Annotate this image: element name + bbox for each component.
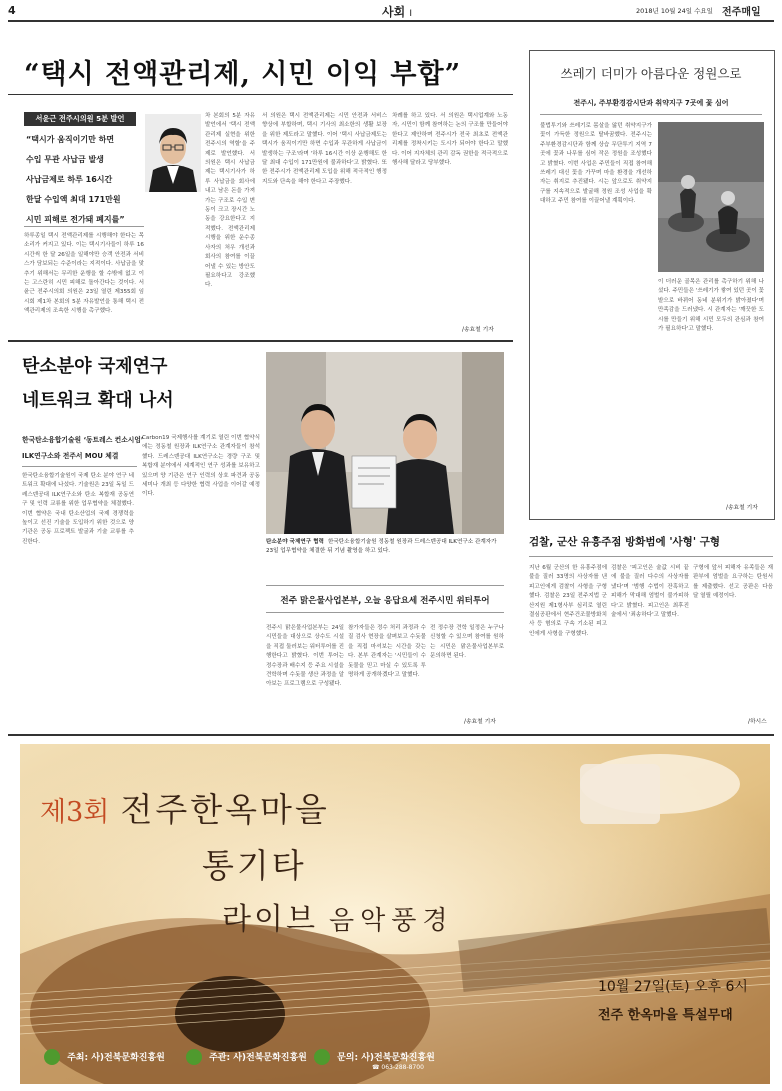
- article2-col1: 한국탄소융합기술원이 국제 탄소 분야 연구 네트워크 확대에 나섰다. 기술원은 23일 독일 드레스덴공대 ILK연구소와 탄소 복합재 공동연구 및 인력 교류를 위한 업무협약을 체결했다. 이번 협약은 국내 탄소산업의 국제 경쟁력을 높이고 선진 기술을 도입하기 위한 것으로 양 기관은 공동 프로젝트 발굴과 기술 교류를 추진한다.: [22, 473, 134, 545]
- article4-subhead: 전주시, 주부환경감시단과 취약지구 7곳에 꽃 심어: [573, 99, 729, 107]
- masthead-rule: [8, 20, 774, 22]
- ad-title-line3-b: 음악풍경: [329, 906, 454, 936]
- issue-date: 2018년 10월 24일 수요일: [636, 7, 713, 15]
- article5-col3: 구형에 앞서 피해자 유족들은 재판부에 엄벌을 요구하는 탄원서를 제출했다. 선고 공판은 다음 달 열릴 예정이다.: [693, 565, 773, 600]
- ad-sponsor-1: 주최: 사)전북문화진흥원: [44, 1046, 165, 1065]
- article2-subhead2: ILK연구소와 전주서 MOU 체결: [22, 452, 119, 460]
- article2-headline-line1: 탄소분야 국제연구: [22, 356, 168, 377]
- article4-rule: [540, 114, 762, 115]
- article1-kicker: 서윤근 전주시의원 5분 발언: [24, 112, 136, 126]
- article2-subhead1: 한국탄소융합기술원 ‘동트레스 컨소시엄’: [22, 436, 144, 444]
- garden-photo: [658, 122, 764, 272]
- article1-col2: 차 본회의 5분 자유발언에서 '택시 전액관리제 실현을 위한 전주시의 역할'을 주제로 발언했다. 서 의원은 택시 사납금제는 택시기사가 하루 사납금을 회사에 내고 남은 돈을 가져가는 구조로 수입 변동이 크고 장시간 노동을 강요한다고 지적했다. 전액관리제 시행을 위한 운수종사자의 처우 개선과 회사의 참여를 이끌어낼 수 있는 방안도 필요하다고 강조했다.: [205, 113, 255, 289]
- ad-title-line3-a: 라이브: [222, 902, 318, 937]
- ad-phone: ☎ 063-288-8700: [372, 1064, 424, 1071]
- portrait-photo: [145, 114, 201, 192]
- article5-headline: 검찰, 군산 유흥주점 방화범에 '사형' 구형: [529, 536, 720, 548]
- section-divider: [8, 340, 513, 342]
- concert-ad: [20, 744, 770, 1084]
- article2-caption: [266, 538, 504, 572]
- ad-venue: 전주 한옥마을 특설무대: [598, 1008, 733, 1023]
- ad-title-main: 전주한옥마을: [120, 790, 330, 829]
- article1-col1: 하루종일 택시 전액관리제를 시행해야 한다는 목소리가 커지고 있다. 이는 택시기사들이 하루 16시간씩 한 달 26일을 일해야만 승객 안전과 서비스가 담보되는 수준이라는 지적이다. 사납금을 맞추기 위해서는 무리한 운행을 할 수밖에 없고 이는 고스란히 시민 피해로 돌아간다는 것이다. 서윤근 전주시의회 의원은 23일 열린 제355회 임시회 제1차 본회의 5분 자유발언을 통해 택시 전액관리제의 조속한 시행을 촉구했다.: [24, 233, 144, 315]
- article3-headline: 전주 맑은물사업본부, 오늘 응답요세 전주시민 위터투어: [280, 596, 490, 606]
- article1-headline: “택시 전액관리제, 시민 이익 부합”: [24, 59, 462, 90]
- leaf-icon: [44, 1049, 60, 1065]
- article4-col2: 이 더러운 골목은 관리를 촉구하기 위해 나섰다. 주민들은 '쓰레기가 쌓여 있던 곳이 꽃밭으로 바뀌어 동네 분위기가 밝아졌다'며 만족감을 드러냈다. 시 관계자는 '깨끗한 도시를 만들기 위해 시민 모두의 관심과 참여가 필요하다'고 말했다.: [658, 279, 764, 333]
- article4-headline: 쓰레기 더미가 아름다운 정원으로: [560, 66, 742, 81]
- article5-rule: [529, 556, 773, 557]
- article3-rule: [266, 585, 504, 586]
- article3-col2: 참가자들은 정수 처리 과정과 수질 검사 현장을 살펴보고 수돗물을 직접 마셔보는 시간을 갖는다. 본부 관계자는 '시민들이 수돗물을 믿고 마실 수 있도록 투명하게 공개하겠다'고 말했다.: [348, 625, 426, 679]
- article3-col3: 전 정수장 견학 일정은 누구나 신청할 수 있으며 참여를 원하는 시민은 맑은물사업본부로 문의하면 된다.: [430, 625, 504, 660]
- ad-sponsor-2: 주관: 사)전북문화진흥원: [186, 1046, 307, 1065]
- article4-col1: 불법투기와 쓰레기로 몸살을 앓던 취약지구가 꽃이 가득한 정원으로 탈바꿈했다. 전주시는 주부환경감시단과 함께 상습 무단투기 지역 7곳에 꽃과 나무를 심어 작은 정원을 조성했다고 밝혔다. 이번 사업은 주민들이 직접 참여해 쓰레기 대신 꽃을 가꾸며 마을 환경을 개선하자는 취지로 추진됐다. 시는 앞으로도 취약지구를 지속적으로 발굴해 정원 조성 사업을 확대하고 주민 참여를 이끌어낼 계획이다.: [540, 123, 652, 205]
- subhead-line: 시민 피해로 전가돼 폐지를”: [26, 215, 125, 224]
- article2-rule: [22, 466, 137, 467]
- article2-headline-line2: 네트워크 확대 나서: [22, 390, 174, 411]
- article1-subheads: [26, 130, 141, 230]
- subhead-line: 한달 수입액 최대 171만원: [26, 195, 121, 204]
- leaf-icon: [186, 1049, 202, 1065]
- article1-byline: /송효철 기자: [462, 327, 494, 333]
- article1-col3: 서 의원은 택시 전액관리제는 시민 안전과 서비스 향상에 부합하며, 택시 기사의 최소한의 생활 보장을 위한 제도라고 말했다. 이어 '택시 사납금제도는 택시가 움직이기만 하면 수입과 무관하게 사납금이 발생하는 구조'라며 '하루 16시간 이상 운행해도 한 달 최대 수입이 171만원에 불과하다'고 밝혔다. 또한 전주시가 전액관리제 도입을 위해 적극적인 행정 지도와 단속을 해야 한다고 주장했다.: [262, 113, 387, 185]
- article1-rule: [8, 94, 513, 95]
- ad-title-prefix: 제3회: [40, 797, 110, 828]
- article1-subhead-rule: [24, 226, 144, 227]
- paper-name: 전주매일: [722, 7, 761, 18]
- ad-title-line1: [40, 784, 330, 831]
- ad-sponsor-3: 문의: 사)전북문화진흥원: [314, 1046, 435, 1065]
- article3-col1: 전주시 맑은물사업본부는 24일 시민들을 대상으로 상수도 시설을 직접 둘러보는 워터투어를 진행한다고 밝혔다. 이번 투어는 정수장과 배수지 등 주요 시설을 견학하며 수돗물 생산 과정을 알아보는 프로그램으로 구성됐다.: [266, 625, 344, 688]
- ad-title-line3: [222, 894, 454, 938]
- article2-col2: Carbon19 국제행사를 계기로 열린 이번 협약식에는 정동철 원장과 ILK연구소 관계자들이 참석했다. 드레스덴공대 ILK연구소는 경량 구조 및 복합재 분야에서 세계적인 연구 성과를 보유하고 있으며 양 기관은 연구 인력의 상호 파견과 공동 세미나 개최 등 다양한 협력 사업을 이어갈 예정이다.: [142, 435, 260, 498]
- ad-title-line2: 통기타: [202, 846, 307, 885]
- subhead-line: 사납금제로 하루 16시간: [26, 175, 113, 184]
- article5-col2: 검찰은 '피고인은 술값 시비 끝에 불을 질러 다수의 사상자를 냈다'며 '범행 수법이 잔혹하고 피해가 막대해 엄벌이 불가피하다'고 밝혔다. 피고인은 최후진술에서 '죄송하다'고 말했다.: [611, 565, 689, 619]
- ad-divider: [8, 734, 774, 736]
- caption-body: 한국탄소융합기술원 정동철 원장과 드레스덴공대 ILK연구소 관계자가 23일 업무협약을 체결한 뒤 기념 촬영을 하고 있다.: [266, 539, 497, 554]
- article5-byline: /하시스: [748, 719, 767, 725]
- article3-byline: /송효철 기자: [464, 719, 496, 725]
- article4-byline: /송효철 기자: [726, 505, 758, 511]
- section-mark: I: [409, 9, 413, 19]
- page-number: 4: [8, 4, 16, 17]
- article5-col1: 지난 6월 군산의 한 유흥주점에 불을 질러 33명의 사상자를 낸 피고인에게 검찰이 사형을 구형했다. 검찰은 23일 전주지법 군산지원 제1형사부 심리로 열린 결심공판에서 현주건조물방화치사 등 혐의로 구속 기소된 피고인에게 사형을 구형했다.: [529, 565, 607, 637]
- article1-col4: 차례를 하고 있다. 서 의원은 택시업계와 노동자, 시민이 함께 참여하는 논의 구조를 만들어야 한다고 제안하며 전주시가 전국 최초로 전액관리제를 정착시키는 도시가 되어야 한다고 말했다. 이어 지자체의 관리 감독 권한을 적극적으로 행사해 달라고 당부했다.: [392, 113, 508, 167]
- ad-date: 10월 27일(토) 오후 6시: [598, 979, 748, 995]
- subhead-line: “택시가 움직이기만 하면: [26, 135, 115, 144]
- article3-rule2: [266, 612, 504, 613]
- mou-photo: [266, 352, 504, 534]
- section-title: 사회 I: [382, 5, 413, 19]
- leaf-icon: [314, 1049, 330, 1065]
- subhead-line: 수입 무관 사납금 발생: [26, 155, 104, 164]
- caption-title: 탄소분야 국제연구 협력: [266, 539, 324, 545]
